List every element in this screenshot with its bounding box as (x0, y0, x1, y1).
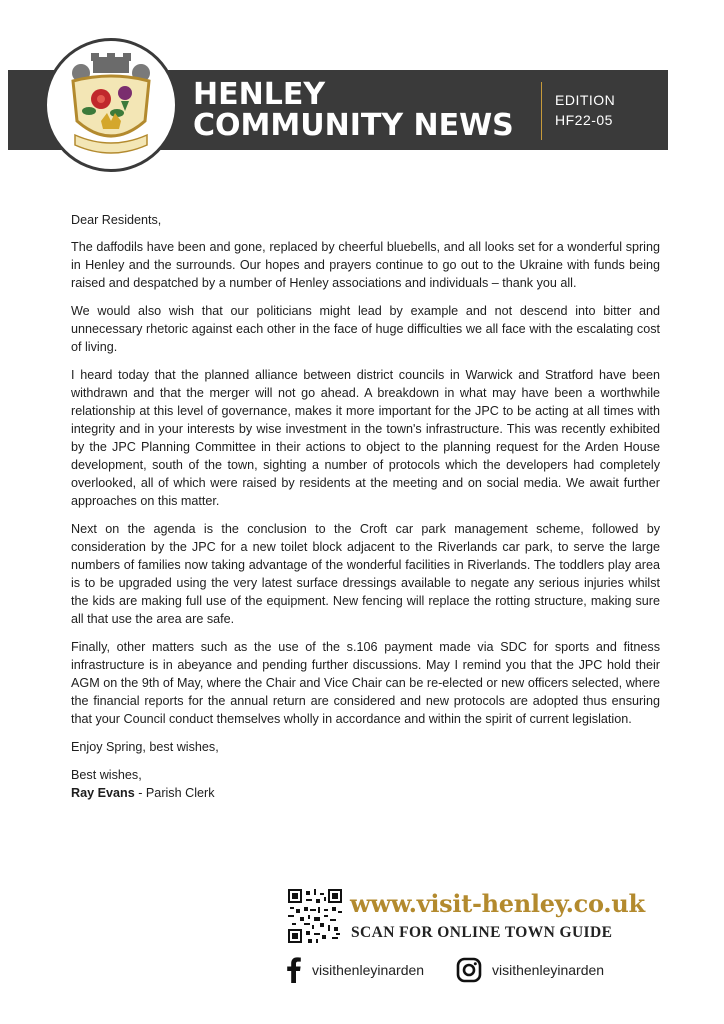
edition-label: EDITION (555, 92, 616, 108)
letter-paragraph-2: We would also wish that our politicians might lead by example and not descend into bitter and unnecessary rhetoric against each other in the face of huge difficulties we all face with the escalating cost of living. (71, 304, 660, 354)
letter-paragraph-5: Finally, other matters such as the use of the s.106 payment made via SDC for sports and fitness infrastructure is in abeyance and pending further discussions. May I remind you that the JPC hold their AGM on the 9th of May, where the Chair and Vice Chair can be re-elected or new officers selected, where the financial reports for the annual return are considered and new protocols are adopted thus ensuring that your Council conduct themselves wholly in accordance and within the spirit of current legislation. (71, 640, 660, 726)
edition-block (555, 90, 615, 130)
qr-code-icon[interactable] (288, 889, 342, 943)
letter-body (71, 211, 660, 802)
masthead-title-line1: HENLEY (193, 77, 326, 112)
instagram-link[interactable] (456, 956, 604, 984)
letter-paragraph-3: I heard today that the planned alliance between district councils in Warwick and Stratford have been withdrawn and that the merger will not go ahead. A breakdown in what may have been a worthwhile relationship at this level of governance, makes it more important for the JPC to be acting at all times with integrity and in your interests by wise investment in the town's infrastructure. This was recently exhibited by the JPC Planning Committee in their actions to object to the planning request for the Arden House development, south of the town, sighting a number of protocols which the developers had completely overlooked, all of which were raised by residents at the meeting and on social media. We await further approaches on this matter. (71, 368, 660, 508)
letter-paragraph-1: The daffodils have been and gone, replaced by cheerful bluebells, and all looks set for a wonderful spring in Henley and the surrounds. Our hopes and prayers continue to go out to the Ukraine with funds being raised and despatched by a number of Henley associations and individuals – thank you all. (71, 240, 660, 290)
crest-badge (44, 38, 178, 172)
signatory-role: - Parish Clerk (134, 786, 215, 800)
facebook-link[interactable] (286, 956, 424, 984)
letter-paragraph-4: Next on the agenda is the conclusion to the Croft car park management scheme, followed by consideration by the JPC for a new toilet block adjacent to the Riverlands car park, to serve the large numbers of families now taking advantage of the wonderful facilities in Riverlands. The toddlers play area is to be upgraded using the very latest surface dressings available to negate any serious injuries whilst the kids are making full use of the equipment. New fencing will replace the rotting structure, making sure all that use the area are safe. (71, 522, 660, 626)
instagram-handle: visithenleyinarden (492, 962, 605, 978)
masthead-divider (541, 82, 542, 140)
website-link[interactable]: www.visit-henley.co.uk (350, 889, 645, 918)
letter-closing-1: Enjoy Spring, best wishes, (71, 740, 219, 754)
letter-closing-2: Best wishes, (71, 768, 142, 782)
henley-crest-icon (61, 51, 161, 161)
masthead-title (193, 79, 514, 141)
letter-signature (71, 784, 660, 802)
facebook-icon (286, 957, 302, 983)
facebook-handle: visithenleyinarden (312, 962, 425, 978)
edition-code: HF22-05 (555, 112, 613, 128)
instagram-icon (456, 957, 482, 983)
masthead-title-line2: COMMUNITY NEWS (193, 108, 514, 143)
scan-caption: SCAN FOR ONLINE TOWN GUIDE (351, 924, 613, 941)
signatory-name: Ray Evans (71, 786, 135, 800)
letter-salutation: Dear Residents, (71, 213, 162, 227)
